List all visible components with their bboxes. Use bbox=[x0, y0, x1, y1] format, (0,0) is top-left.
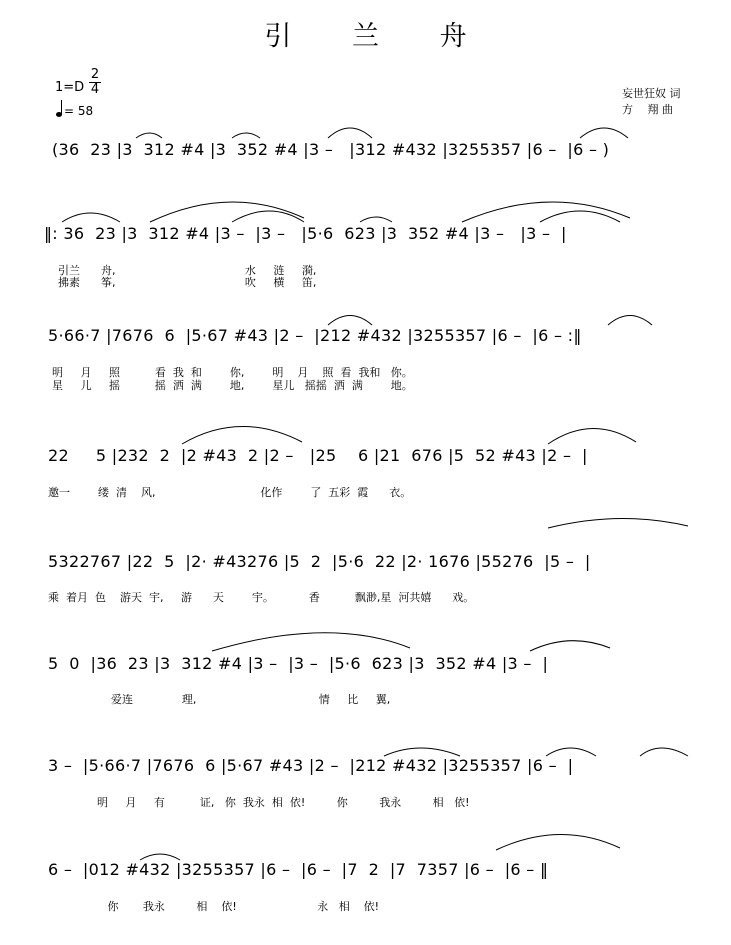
slur bbox=[232, 133, 260, 138]
system-2-notes: ‖: 36 23 |3 312 #4 |3 – |3 – |5·6 623 |3 352 #4 |3 – |3 – | bbox=[44, 224, 567, 243]
slur bbox=[640, 748, 688, 756]
song-title: 引 兰 舟 bbox=[264, 21, 493, 52]
slur bbox=[462, 202, 630, 222]
system-3-lyrics-verse-1: 明 月 照 看 我 和 你, 明 月 照 看 我和 你。 bbox=[52, 366, 413, 379]
slur bbox=[136, 133, 162, 138]
system-7-lyrics: 明 月 有 证, 你 我永 相 依! 你 我永 相 依! bbox=[48, 796, 470, 809]
system-8-notes: 6 – |012 #432 |3255357 |6 – |6 – |7 2 |7 7357 |6 – |6 – ‖ bbox=[48, 860, 549, 879]
system-7-notes: 3 – |5·66·7 |7676 6 |5·67 #43 |2 – |212 #432 |3255357 |6 – | bbox=[48, 756, 574, 775]
system-6-lyrics: 爱连 理, 情 比 翼, bbox=[48, 693, 391, 706]
system-5-lyrics: 乘 着月 色 游天 宇, 游 天 宇。 香 飘渺,星 河共嬉 戏。 bbox=[48, 591, 475, 604]
system-2-lyrics-verse-2: 拂素 筝, 吹 横 笛, bbox=[58, 276, 317, 289]
slur bbox=[530, 641, 610, 651]
tempo-marking bbox=[56, 104, 93, 118]
slur bbox=[150, 202, 304, 222]
slur bbox=[62, 213, 120, 222]
system-6-notes: 5 0 |36 23 |3 312 #4 |3 – |3 – |5·6 623 |3 352 #4 |3 – | bbox=[48, 654, 549, 673]
system-8-lyrics: 你 我永 相 依! 永 相 依! bbox=[48, 900, 380, 913]
slur bbox=[212, 633, 410, 651]
quarter-note-icon bbox=[56, 112, 62, 117]
composer-credit: 方 翔 曲 bbox=[622, 103, 673, 116]
slur bbox=[540, 211, 620, 222]
lyricist-credit: 妄世狂奴 词 bbox=[622, 87, 681, 100]
time-signature-bottom: 4 bbox=[90, 82, 100, 97]
time-signature bbox=[88, 68, 102, 97]
system-5-notes: 5322767 |22 5 |2· #43276 |5 2 |5·6 22 |2· 1676 |55276 |5 – | bbox=[48, 552, 591, 571]
slur bbox=[360, 217, 392, 222]
time-signature-top: 2 bbox=[90, 67, 100, 82]
slur bbox=[384, 748, 460, 756]
slur bbox=[608, 316, 652, 326]
system-1-notes: (36 23 |3 312 #4 |3 352 #4 |3 – |312 #432 |3255357 |6 – |6 – ) bbox=[52, 140, 610, 159]
slur bbox=[580, 128, 628, 138]
slur bbox=[182, 426, 302, 444]
system-3-notes: 5·66·7 |7676 6 |5·67 #43 |2 – |212 #432 |3255357 |6 – |6 – :‖ bbox=[48, 326, 582, 345]
key-signature: 1=D bbox=[55, 80, 85, 95]
system-4-lyrics: 邀一 缕 清 风, 化作 了 五彩 霞 衣。 bbox=[48, 486, 412, 499]
slur bbox=[546, 748, 596, 756]
slur bbox=[232, 211, 304, 222]
slur bbox=[328, 316, 372, 326]
tempo-value: = 58 bbox=[64, 104, 94, 118]
slur bbox=[548, 428, 636, 444]
slur bbox=[548, 518, 688, 528]
system-3-lyrics-verse-2: 星 儿 摇 摇 洒 满 地, 星儿 摇摇 洒 满 地。 bbox=[52, 379, 413, 392]
slur bbox=[496, 834, 620, 850]
system-2-lyrics-verse-1: 引兰 舟, 水 涟 漪, bbox=[58, 264, 317, 277]
slur bbox=[328, 128, 372, 138]
system-4-notes: 22 5 |232 2 |2 #43 2 |2 – |25 6 |21 676 |5 52 #43 |2 – | bbox=[48, 446, 588, 465]
